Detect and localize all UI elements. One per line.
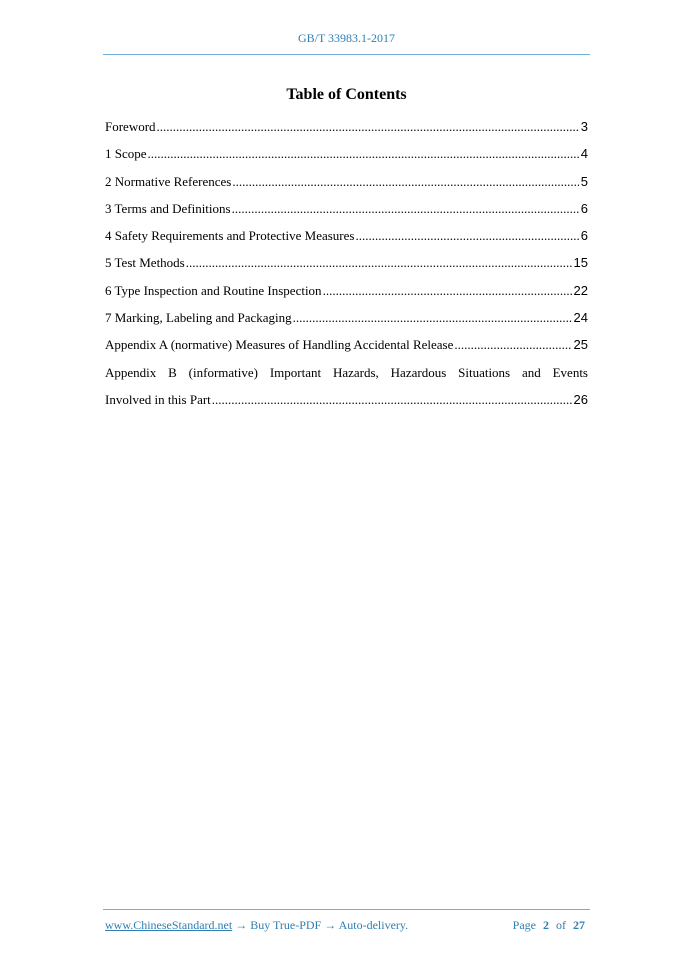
toc-entry-page: 26: [573, 391, 588, 407]
page-number: [513, 918, 585, 933]
toc-entry-page: 6: [580, 200, 588, 216]
header-divider: [103, 54, 590, 55]
toc-entry-safety-requirements[interactable]: [105, 222, 588, 249]
toc-entry-page: 15: [573, 255, 588, 271]
toc-title: Table of Contents: [286, 86, 407, 103]
arrow-icon: →: [235, 918, 248, 932]
toc-entry-appendix-b[interactable]: [105, 359, 588, 386]
toc-leader-dots: [454, 331, 571, 358]
toc-leader-dots: [355, 222, 578, 249]
toc-entry-normative-references[interactable]: [105, 168, 588, 195]
toc-entry-label: 1 Scope: [105, 146, 147, 162]
toc-entry-scope[interactable]: [105, 140, 588, 167]
toc-entry-label: 5 Test Methods: [105, 255, 185, 271]
toc-entry-marking[interactable]: [105, 304, 588, 331]
auto-delivery-text: Auto-delivery.: [338, 918, 409, 932]
toc-entry-label-line1: Appendix B (informative) Important Hazards, Hazardous Situations and Events: [105, 364, 588, 380]
toc-leader-dots: [148, 140, 579, 167]
toc-entry-label-line2: Involved in this Part: [105, 391, 211, 407]
site-link[interactable]: www.ChineseStandard.net: [105, 918, 233, 932]
toc-entry-page: 5: [580, 173, 588, 189]
footer-divider: [103, 909, 590, 910]
toc-entry-terms-definitions[interactable]: [105, 195, 588, 222]
buy-true-pdf-link[interactable]: Buy True-PDF: [250, 918, 322, 932]
toc-entry-label: 3 Terms and Definitions: [105, 200, 231, 216]
toc-leader-dots: [293, 304, 572, 331]
toc-entry-label: 4 Safety Requirements and Protective Measures: [105, 228, 355, 244]
toc-entry-page: 24: [573, 310, 588, 326]
toc-entry-appendix-b-continued[interactable]: [105, 386, 588, 413]
toc-entry-label: 7 Marking, Labeling and Packaging: [105, 310, 292, 326]
table-of-contents: [105, 113, 588, 413]
toc-entry-label: 6 Type Inspection and Routine Inspection: [105, 282, 322, 298]
toc-entry-page: 25: [573, 337, 588, 353]
total-pages: 27: [573, 918, 585, 932]
toc-entry-page: 6: [580, 228, 588, 244]
toc-leader-dots: [232, 195, 579, 222]
toc-leader-dots: [232, 168, 578, 195]
toc-leader-dots: [157, 113, 579, 140]
toc-entry-page: 4: [580, 146, 588, 162]
standard-code: GB/T 33983.1-2017: [297, 31, 396, 45]
toc-entry-page: 3: [580, 119, 588, 134]
toc-entry-label: Appendix A (normative) Measures of Handling Accidental Release: [105, 337, 454, 353]
current-page: 2: [543, 918, 549, 932]
toc-entry-label: 2 Normative References: [105, 173, 232, 189]
footer-promo: [105, 918, 408, 933]
toc-leader-dots: [323, 277, 572, 304]
page-header: [0, 31, 693, 46]
of-word: of: [556, 918, 566, 932]
toc-leader-dots: [212, 386, 572, 413]
toc-entry-inspection[interactable]: [105, 277, 588, 304]
toc-entry-page: 22: [573, 282, 588, 298]
toc-entry-test-methods[interactable]: [105, 249, 588, 276]
toc-leader-dots: [186, 249, 572, 276]
arrow-icon: →: [324, 918, 337, 932]
page-word: Page: [512, 918, 536, 932]
toc-entry-appendix-a[interactable]: [105, 331, 588, 358]
toc-entry-foreword[interactable]: [105, 113, 588, 140]
toc-entry-label: Foreword: [105, 119, 156, 134]
